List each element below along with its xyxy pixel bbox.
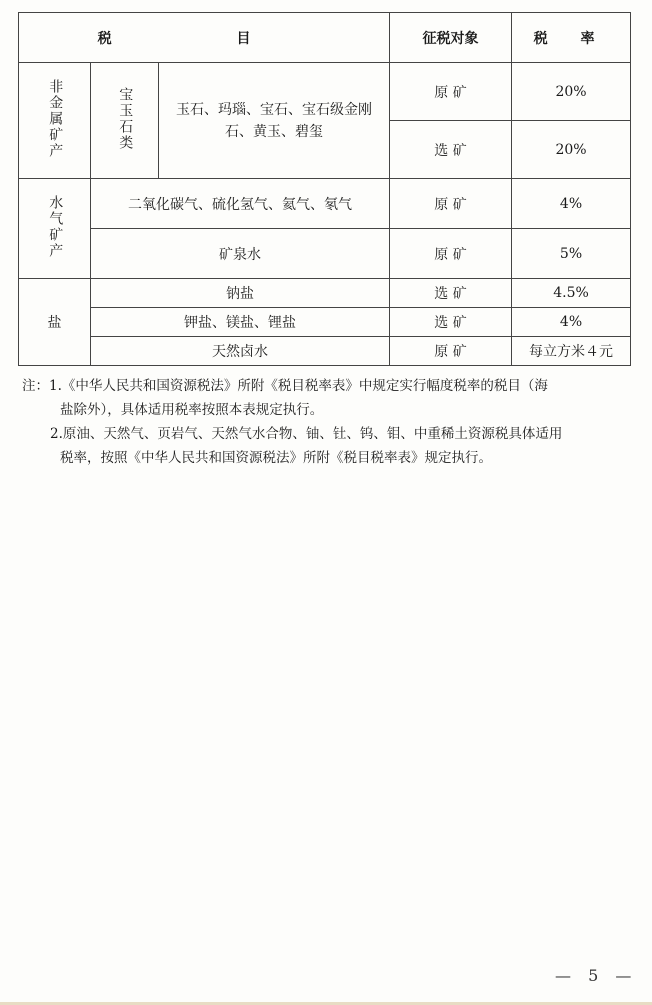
notes-prefix: 注： bbox=[22, 378, 49, 394]
note-1-line-1: 注：1.《中华人民共和国资源税法》所附《税目税率表》中规定实行幅度税率的税目（海 bbox=[22, 378, 548, 394]
subcategory-cell: 宝玉石类 bbox=[91, 63, 159, 179]
note-2-line-2: 税率，按照《中华人民共和国资源税法》所附《税目税率表》规定执行。 bbox=[60, 450, 492, 466]
target-cell: 原 矿 bbox=[390, 337, 512, 366]
item-cell bbox=[159, 63, 390, 179]
header-item: 税 目 bbox=[19, 13, 390, 63]
target-cell: 原 矿 bbox=[390, 63, 512, 121]
category-cell: 水气矿产 bbox=[19, 179, 91, 279]
note-1-line-2: 盐除外），具体适用税率按照本表规定执行。 bbox=[60, 402, 324, 418]
table-row bbox=[19, 308, 631, 337]
table-row bbox=[19, 337, 631, 366]
item-cell: 钾盐、镁盐、锂盐 bbox=[91, 308, 390, 337]
item-cell: 天然卤水 bbox=[91, 337, 390, 366]
page-number: — 5 — bbox=[555, 966, 638, 985]
target-cell: 选 矿 bbox=[390, 121, 512, 179]
rate-cell: 4.5% bbox=[512, 279, 631, 308]
rate-cell: 4% bbox=[512, 308, 631, 337]
target-cell: 原 矿 bbox=[390, 179, 512, 229]
table-row bbox=[19, 229, 631, 279]
item-cell: 钠盐 bbox=[91, 279, 390, 308]
item-cell: 矿泉水 bbox=[91, 229, 390, 279]
rate-cell: 20% bbox=[512, 63, 631, 121]
rate-cell: 5% bbox=[512, 229, 631, 279]
header-target: 征税对象 bbox=[390, 13, 512, 63]
target-cell: 原 矿 bbox=[390, 229, 512, 279]
item-line-2: 石、黄玉、碧玺 bbox=[225, 123, 324, 140]
category-cell: 非金属矿产 bbox=[19, 63, 91, 179]
target-cell: 选 矿 bbox=[390, 279, 512, 308]
target-cell: 选 矿 bbox=[390, 308, 512, 337]
tax-rate-table bbox=[18, 12, 631, 366]
table-row bbox=[19, 179, 631, 229]
table-row bbox=[19, 63, 631, 121]
note-2-line-1: 2.原油、天然气、页岩气、天然气水合物、铀、钍、钨、钼、中重稀土资源税具体适用 bbox=[50, 426, 563, 442]
item-line-1: 玉石、玛瑙、宝石、宝石级金刚 bbox=[176, 101, 373, 118]
table-header-row bbox=[19, 13, 631, 63]
rate-cell: 每立方米４元 bbox=[512, 337, 631, 366]
header-rate: 税 率 bbox=[512, 13, 631, 63]
category-cell: 盐 bbox=[19, 279, 91, 366]
notes-section bbox=[22, 374, 642, 470]
table-row bbox=[19, 279, 631, 308]
rate-cell: 20% bbox=[512, 121, 631, 179]
rate-cell: 4% bbox=[512, 179, 631, 229]
item-cell: 二氧化碳气、硫化氢气、氦气、氡气 bbox=[91, 179, 390, 229]
